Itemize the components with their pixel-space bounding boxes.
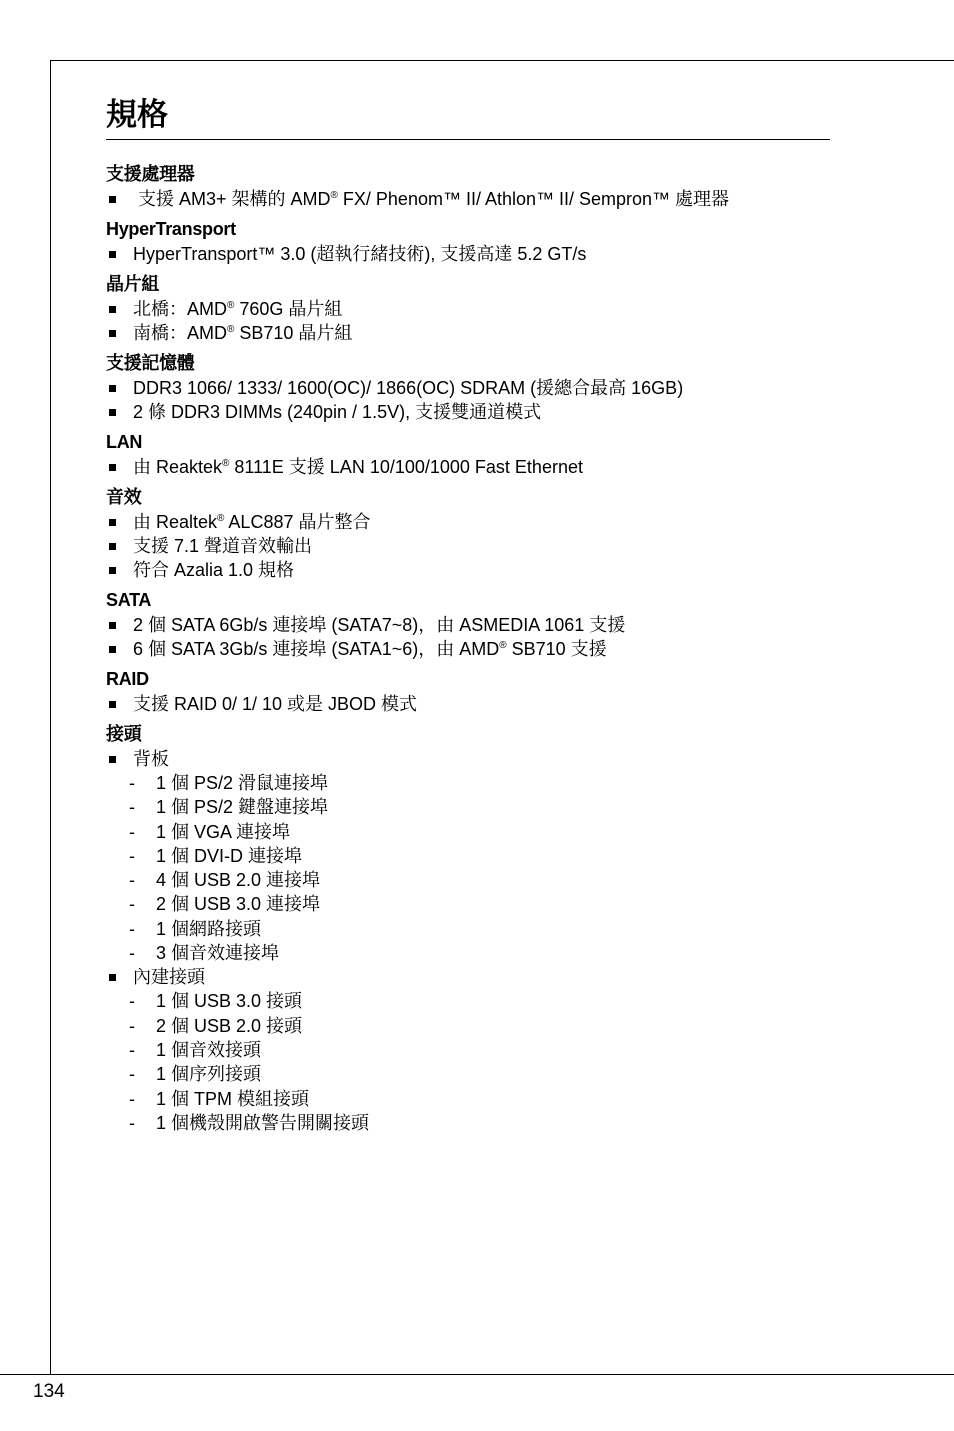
spec-section <box>106 432 830 479</box>
spec-list <box>106 613 830 661</box>
spec-text: 支援 AM3+ 架構的 AMD <box>138 189 331 209</box>
section-heading: 接頭 <box>106 724 142 744</box>
dash-bullet-icon: - <box>129 1112 135 1133</box>
page-frame-top <box>50 60 954 61</box>
spec-item <box>106 637 830 661</box>
square-bullet-icon <box>109 756 116 763</box>
spec-section <box>106 487 830 582</box>
spec-text: 內建接頭 <box>133 967 205 988</box>
connector-item <box>106 844 830 868</box>
spec-text: HyperTransport™ 3.0 (超執行緒技術), 支援高達 5.2 GT/s <box>133 244 587 264</box>
connector-text: 1 個 VGA 連接埠 <box>156 821 291 842</box>
square-bullet-icon <box>109 251 116 258</box>
dash-bullet-icon: - <box>129 821 135 842</box>
spec-item <box>106 510 830 534</box>
spec-item <box>106 400 830 424</box>
registered-mark: ® <box>227 300 235 311</box>
square-bullet-icon <box>109 409 116 416</box>
connector-text: 1 個網路接頭 <box>156 918 262 939</box>
section-heading: HyperTransport <box>106 219 236 239</box>
spec-list <box>106 187 830 211</box>
section-heading: 晶片組 <box>106 274 160 294</box>
square-bullet-icon <box>109 701 116 708</box>
spec-section <box>106 353 830 424</box>
connector-item <box>106 1014 830 1038</box>
spec-text: 由 Reaktek <box>133 457 223 477</box>
square-bullet-icon <box>109 543 116 550</box>
spec-section <box>106 219 830 266</box>
connector-item <box>106 1111 830 1135</box>
dash-bullet-icon: - <box>129 1039 135 1060</box>
page-frame-left <box>50 60 51 1375</box>
square-bullet-icon <box>109 974 116 981</box>
connector-text: 3 個音效連接埠 <box>156 943 280 964</box>
square-bullet-icon <box>109 306 116 313</box>
spec-item <box>106 376 830 400</box>
spec-section <box>106 724 830 1135</box>
spec-text-continued: 760G 晶片組 <box>234 299 343 319</box>
spec-item <box>106 747 830 771</box>
square-bullet-icon <box>109 622 116 629</box>
connector-sublist <box>106 989 830 1135</box>
dash-bullet-icon: - <box>129 1088 135 1109</box>
spec-text: 北橋：AMD <box>133 299 227 319</box>
dash-bullet-icon: - <box>129 797 135 818</box>
connector-item <box>106 941 830 965</box>
connector-text: 1 個 DVI-D 連接埠 <box>156 845 303 866</box>
spec-section <box>106 590 830 661</box>
connector-item <box>106 1087 830 1111</box>
section-heading: 音效 <box>106 487 142 507</box>
spec-text: 支援 RAID 0/ 1/ 10 或是 JBOD 模式 <box>133 694 418 714</box>
connector-item <box>106 989 830 1013</box>
page-title: 規格 <box>106 97 168 132</box>
spec-item <box>106 321 830 345</box>
connector-text: 1 個序列接頭 <box>156 1064 262 1085</box>
spec-sections <box>106 164 830 1135</box>
connector-item <box>106 917 830 941</box>
spec-text: 南橋：AMD <box>133 323 227 343</box>
spec-item <box>106 455 830 479</box>
spec-item <box>106 558 830 582</box>
page-frame-bottom <box>0 1374 954 1375</box>
spec-list <box>106 747 830 1135</box>
spec-list <box>106 376 830 424</box>
square-bullet-icon <box>109 330 116 337</box>
spec-text-continued: SB710 支援 <box>506 639 607 659</box>
connector-item <box>106 1062 830 1086</box>
page-number: 134 <box>33 1381 65 1402</box>
connector-sublist <box>106 771 830 965</box>
dash-bullet-icon: - <box>129 918 135 939</box>
spec-item <box>106 187 830 211</box>
spec-text: 符合 Azalia 1.0 規格 <box>133 560 295 580</box>
connector-item <box>106 1038 830 1062</box>
spec-text: DDR3 1066/ 1333/ 1600(OC)/ 1866(OC) SDRAM (援總合最高 16GB) <box>133 378 684 398</box>
spec-text-continued: ALC887 晶片整合 <box>224 512 371 532</box>
spec-item <box>106 692 830 716</box>
connector-text: 1 個 PS/2 滑鼠連接埠 <box>156 773 329 793</box>
connector-text: 1 個機殼開啟警告開關接頭 <box>156 1112 370 1133</box>
connector-text: 4 個 USB 2.0 連接埠 <box>156 870 321 891</box>
square-bullet-icon <box>109 385 116 392</box>
spec-text-continued: SB710 晶片組 <box>234 323 353 343</box>
connector-text: 2 個 USB 2.0 接頭 <box>156 1015 303 1036</box>
spec-item <box>106 613 830 637</box>
registered-mark: ® <box>499 640 507 651</box>
connector-text: 1 個 PS/2 鍵盤連接埠 <box>156 797 329 818</box>
square-bullet-icon <box>109 196 116 203</box>
spec-item <box>106 965 830 989</box>
connector-item <box>106 892 830 916</box>
connector-text: 1 個音效接頭 <box>156 1039 262 1060</box>
dash-bullet-icon: - <box>129 1015 135 1036</box>
dash-bullet-icon: - <box>129 1064 135 1085</box>
spec-section <box>106 164 830 211</box>
connector-item <box>106 868 830 892</box>
section-heading: RAID <box>106 669 149 689</box>
registered-mark: ® <box>227 324 235 335</box>
spec-text: 支援 7.1 聲道音效輸出 <box>133 536 313 556</box>
registered-mark: ® <box>222 458 230 469</box>
spec-item <box>106 534 830 558</box>
connector-text: 1 個 TPM 模組接頭 <box>156 1088 310 1109</box>
dash-bullet-icon: - <box>129 894 135 915</box>
spec-text: 6 個 SATA 3Gb/s 連接埠 (SATA1~6)，由 AMD <box>133 639 500 659</box>
spec-section <box>106 669 830 716</box>
spec-text-continued: 8111E 支援 LAN 10/100/1000 Fast Ethernet <box>229 457 583 477</box>
spec-text: 2 條 DDR3 DIMMs (240pin / 1.5V), 支援雙通道模式 <box>133 402 542 422</box>
spec-item <box>106 297 830 321</box>
square-bullet-icon <box>109 519 116 526</box>
spec-list <box>106 455 830 479</box>
spec-list <box>106 297 830 345</box>
spec-text: 背板 <box>133 749 169 769</box>
page-content <box>106 96 830 1143</box>
square-bullet-icon <box>109 567 116 574</box>
section-heading: 支援處理器 <box>106 164 195 184</box>
spec-text: 2 個 SATA 6Gb/s 連接埠 (SATA7~8)，由 ASMEDIA 1061 支援 <box>133 615 626 635</box>
spec-text-continued: FX/ Phenom™ II/ Athlon™ II/ Sempron™ 處理器 <box>337 189 730 209</box>
spec-item <box>106 242 830 266</box>
connector-item <box>106 771 830 795</box>
square-bullet-icon <box>109 464 116 471</box>
dash-bullet-icon: - <box>129 991 135 1012</box>
connector-item <box>106 820 830 844</box>
registered-mark: ® <box>330 190 338 201</box>
registered-mark: ® <box>217 513 225 524</box>
spec-text: 由 Realtek <box>133 512 218 532</box>
spec-list <box>106 692 830 716</box>
section-heading: SATA <box>106 590 152 610</box>
spec-list <box>106 510 830 582</box>
section-heading: 支援記憶體 <box>106 353 195 373</box>
dash-bullet-icon: - <box>129 870 135 891</box>
title-divider <box>106 139 830 140</box>
dash-bullet-icon: - <box>129 845 135 866</box>
spec-list <box>106 242 830 266</box>
spec-section <box>106 274 830 345</box>
connector-text: 1 個 USB 3.0 接頭 <box>156 991 303 1012</box>
dash-bullet-icon: - <box>129 773 135 793</box>
square-bullet-icon <box>109 646 116 653</box>
connector-item <box>106 795 830 819</box>
section-heading: LAN <box>106 432 143 452</box>
connector-text: 2 個 USB 3.0 連接埠 <box>156 894 321 915</box>
dash-bullet-icon: - <box>129 943 135 964</box>
